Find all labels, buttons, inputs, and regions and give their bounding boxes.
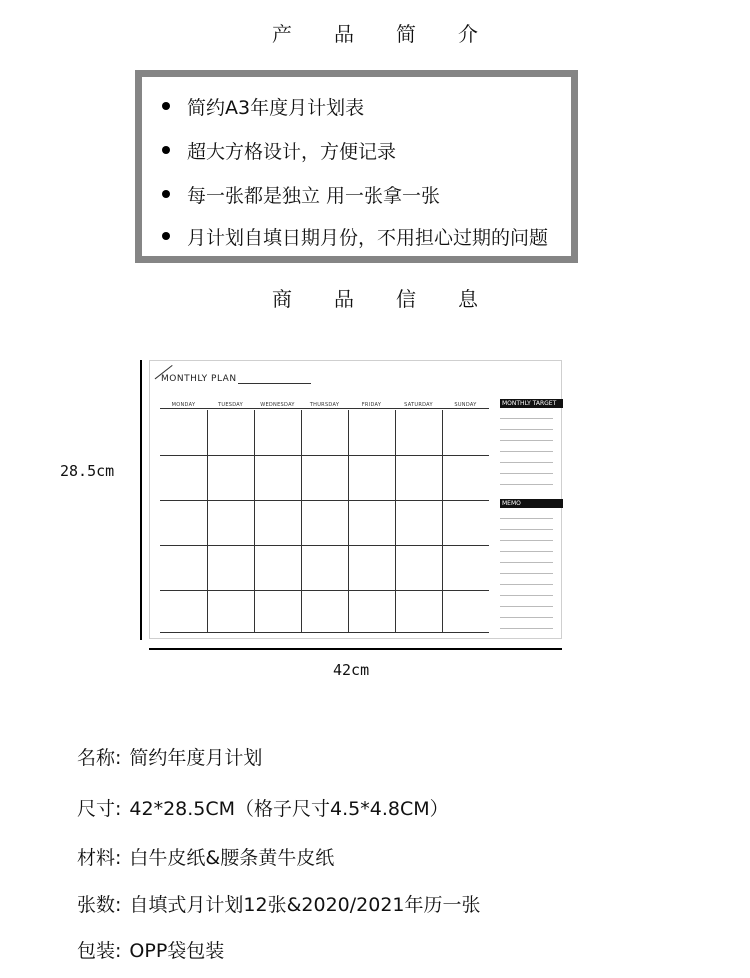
height-dimension-label: 28.5cm	[60, 462, 115, 480]
bullet-dot-icon	[162, 190, 170, 198]
target-line	[500, 429, 553, 430]
bullet-dot-icon	[162, 232, 170, 240]
intro-bullet-item	[162, 137, 396, 163]
target-line	[500, 451, 553, 452]
grid-column-line	[442, 410, 443, 633]
intro-bullet-text: 每一张都是独立 用一张拿一张	[187, 184, 441, 207]
grid-column-line	[348, 410, 349, 633]
grid-row-line	[160, 545, 489, 546]
info-heading: 商品信息	[272, 287, 520, 311]
grid-row-line	[160, 500, 489, 501]
monthly-target-header: MONTHLY TARGET	[500, 399, 563, 408]
spec-value: 简约年度月计划	[129, 747, 263, 769]
spec-size-row	[77, 794, 449, 821]
grid-column-line	[395, 410, 396, 633]
spec-key: 尺寸:	[77, 798, 122, 820]
target-line	[500, 484, 553, 485]
grid-column-line	[254, 410, 255, 633]
width-dimension-label: 42cm	[333, 661, 370, 679]
day-header: THURSDAY	[309, 402, 340, 408]
grid-row-line	[160, 632, 489, 633]
memo-line	[500, 518, 553, 519]
bullet-dot-icon	[162, 146, 170, 154]
grid-column-line	[207, 410, 208, 633]
grid-row-line	[160, 590, 489, 591]
width-dimension-line	[149, 648, 562, 650]
intro-bullet-text: 月计划自填日期月份，不用担心过期的问题	[187, 226, 549, 249]
spec-key: 张数:	[77, 894, 122, 916]
target-line	[500, 473, 553, 474]
calendar-grid	[160, 402, 489, 633]
memo-line	[500, 606, 553, 607]
day-header: TUESDAY	[218, 402, 243, 408]
height-dimension-line	[140, 360, 142, 640]
memo-line	[500, 562, 553, 563]
memo-line	[500, 540, 553, 541]
planner-image	[149, 360, 562, 639]
spec-name-row	[77, 743, 262, 770]
intro-bullet-text: 超大方格设计，方便记录	[187, 140, 397, 163]
day-header: SUNDAY	[454, 402, 477, 408]
day-header: FRIDAY	[361, 402, 382, 408]
spec-value: 42*28.5CM（格子尺寸4.5*4.8CM）	[129, 798, 449, 820]
spec-key: 材料:	[77, 847, 122, 869]
intro-heading: 产品简介	[272, 22, 520, 46]
day-header: SATURDAY	[404, 402, 433, 408]
intro-bullet-text: 简约A3年度月计划表	[187, 96, 365, 119]
target-line	[500, 418, 553, 419]
memo-line	[500, 595, 553, 596]
spec-value: 白牛皮纸&腰条黄牛皮纸	[129, 847, 335, 869]
spec-key: 包装:	[77, 940, 122, 962]
bullet-dot-icon	[162, 102, 170, 110]
day-header: WEDNESDAY	[260, 402, 295, 408]
spec-count-row	[77, 890, 481, 917]
spec-material-row	[77, 843, 334, 870]
planner-title-underline	[238, 383, 311, 384]
target-line	[500, 440, 553, 441]
intro-bullet-item	[162, 93, 364, 119]
grid-row-line	[160, 455, 489, 456]
spec-package-row	[77, 936, 224, 963]
memo-header: MEMO	[500, 499, 563, 508]
intro-bullet-item	[162, 181, 440, 207]
intro-box	[135, 70, 578, 263]
intro-bullet-item	[162, 223, 548, 249]
day-header: MONDAY	[171, 402, 196, 408]
memo-line	[500, 573, 553, 574]
spec-value: 自填式月计划12张&2020/2021年历一张	[129, 894, 481, 916]
memo-line	[500, 529, 553, 530]
memo-line	[500, 551, 553, 552]
memo-line	[500, 628, 553, 629]
spec-value: OPP袋包装	[129, 940, 225, 962]
memo-line	[500, 584, 553, 585]
target-line	[500, 462, 553, 463]
memo-line	[500, 617, 553, 618]
grid-column-line	[301, 410, 302, 633]
planner-title: MONTHLY PLAN	[161, 374, 237, 384]
spec-key: 名称:	[77, 747, 122, 769]
